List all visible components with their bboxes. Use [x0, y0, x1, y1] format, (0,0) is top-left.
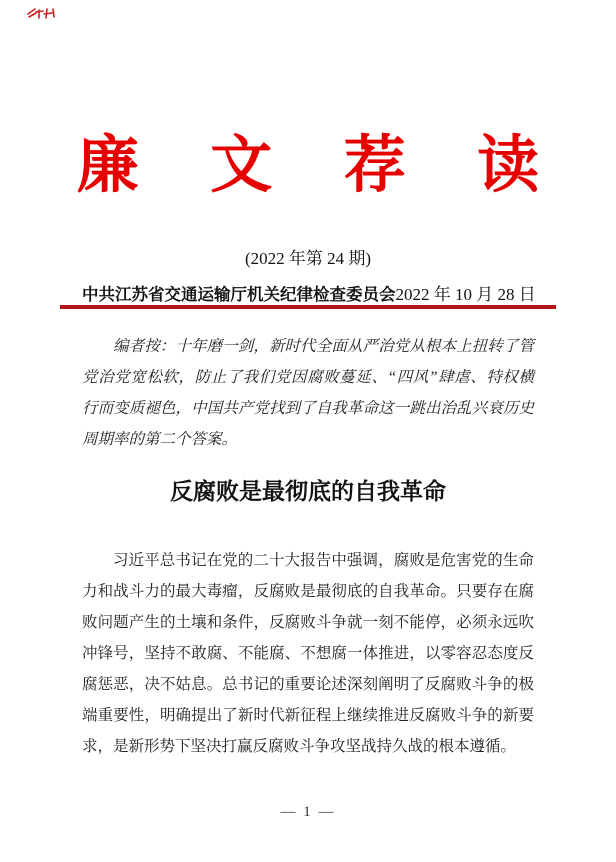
text-line: 党治党宽松软，防止了我们党因腐败蔓延、“四风”肆虐、特权横: [82, 369, 534, 386]
publisher-name: 中共江苏省交通运输厅机关纪律检查委员会: [82, 285, 396, 304]
red-stamp-mark-icon: [26, 6, 58, 26]
text-line: 周期率的第二个答案。: [82, 431, 238, 448]
masthead-title: 廉 文 荐 读: [76, 132, 568, 200]
text-line: 编者按：十年磨一剑，新时代全面从严治党从根本上扭转了管: [113, 338, 534, 355]
text-line: 冲锋号，坚持不敢腐、不能腐、不想腐一体推进，以零容忍态度反: [82, 645, 534, 662]
header-divider-rule: [60, 305, 556, 309]
issue-date: 2022 年 10 月 28 日: [395, 285, 536, 304]
text-line: 腐惩恶，决不姑息。总书记的重要论述深刻阐明了反腐败斗争的极: [82, 676, 534, 693]
text-line: 习近平总书记在党的二十大报告中强调，腐败是危害党的生命: [113, 552, 534, 569]
article-title: 反腐败是最彻底的自我革命: [170, 479, 446, 504]
text-line: 求，是新形势下坚决打赢反腐败斗争攻坚战持久战的根本遵循。: [82, 738, 517, 755]
editor-note-paragraph: [82, 331, 534, 455]
text-line: 端重要性，明确提出了新时代新征程上继续推进反腐败斗争的新要: [82, 707, 534, 724]
issue-number: (2022 年第 24 期): [244, 249, 372, 268]
text-line: 败问题产生的土壤和条件，反腐败斗争就一刻不能停，必须永远吹: [82, 614, 534, 631]
text-line: 力和战斗力的最大毒瘤，反腐败是最彻底的自我革命。只要存在腐: [82, 583, 534, 600]
article-body-paragraph: [82, 545, 534, 762]
publisher-row: [82, 280, 534, 305]
page-number: — 1 —: [280, 804, 336, 820]
text-line: 行而变质褪色，中国共产党找到了自我革命这一跳出治乱兴衰历史: [82, 400, 534, 417]
